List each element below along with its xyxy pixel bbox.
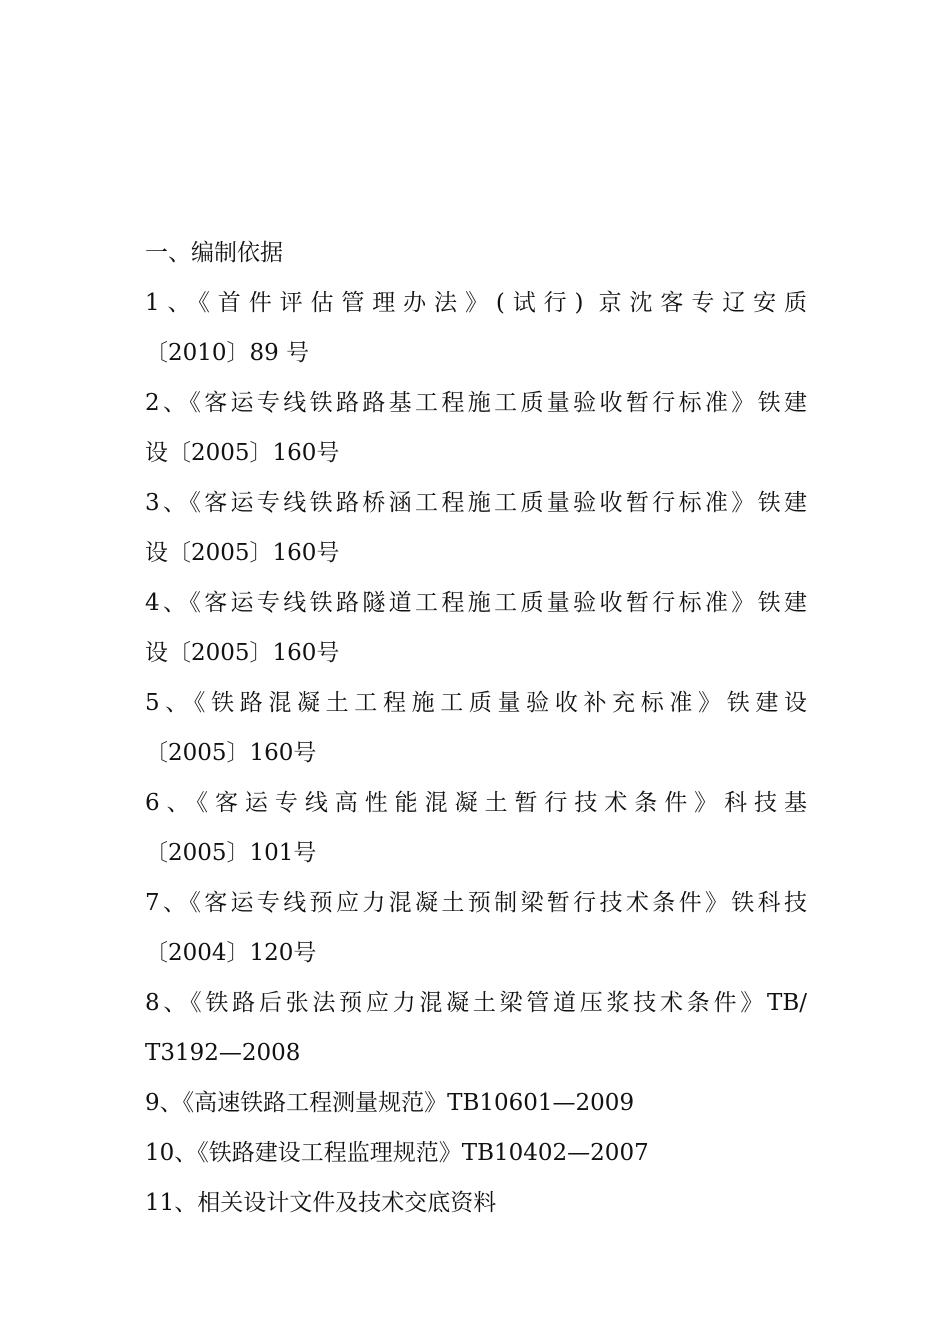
list-item-1-line-1: 1、《首件评估管理办法》(试行) 京沈客专辽安质 bbox=[145, 290, 807, 316]
document-body bbox=[145, 228, 807, 1228]
list-item-9: 9、《高速铁路工程测量规范》TB10601—2009 bbox=[145, 1090, 635, 1116]
list-item-3-line-1: 3、《客运专线铁路桥涵工程施工质量验收暂行标准》铁建 bbox=[145, 490, 807, 516]
list-item-10: 10、《铁路建设工程监理规范》TB10402—2007 bbox=[145, 1140, 649, 1166]
list-item-4-line-2: 设〔2005〕160号 bbox=[145, 640, 340, 666]
list-item-7-line-2: 〔2004〕120号 bbox=[145, 940, 317, 966]
list-item-2-line-1: 2、《客运专线铁路路基工程施工质量验收暂行标准》铁建 bbox=[145, 390, 807, 416]
list-item-2-line-2: 设〔2005〕160号 bbox=[145, 440, 340, 466]
list-item-7-line-1: 7、《客运专线预应力混凝土预制梁暂行技术条件》铁科技 bbox=[145, 890, 807, 916]
list-item-6-line-1: 6、《客运专线高性能混凝土暂行技术条件》科技基 bbox=[145, 790, 807, 816]
list-item-3-line-2: 设〔2005〕160号 bbox=[145, 540, 340, 566]
list-item-4-line-1: 4、《客运专线铁路隧道工程施工质量验收暂行标准》铁建 bbox=[145, 590, 807, 616]
list-item-11: 11、相关设计文件及技术交底资料 bbox=[145, 1190, 497, 1216]
list-item-8-line-2: T3192—2008 bbox=[145, 1040, 301, 1066]
list-item-8-line-1: 8、《铁路后张法预应力混凝土梁管道压浆技术条件》TB/ bbox=[145, 990, 807, 1016]
list-item-1-line-2: 〔2010〕89 号 bbox=[145, 340, 310, 366]
list-item-6-line-2: 〔2005〕101号 bbox=[145, 840, 317, 866]
section-heading: 一、编制依据 bbox=[145, 240, 283, 266]
list-item-5-line-1: 5、《铁路混凝土工程施工质量验收补充标准》铁建设 bbox=[145, 690, 807, 716]
list-item-5-line-2: 〔2005〕160号 bbox=[145, 740, 317, 766]
